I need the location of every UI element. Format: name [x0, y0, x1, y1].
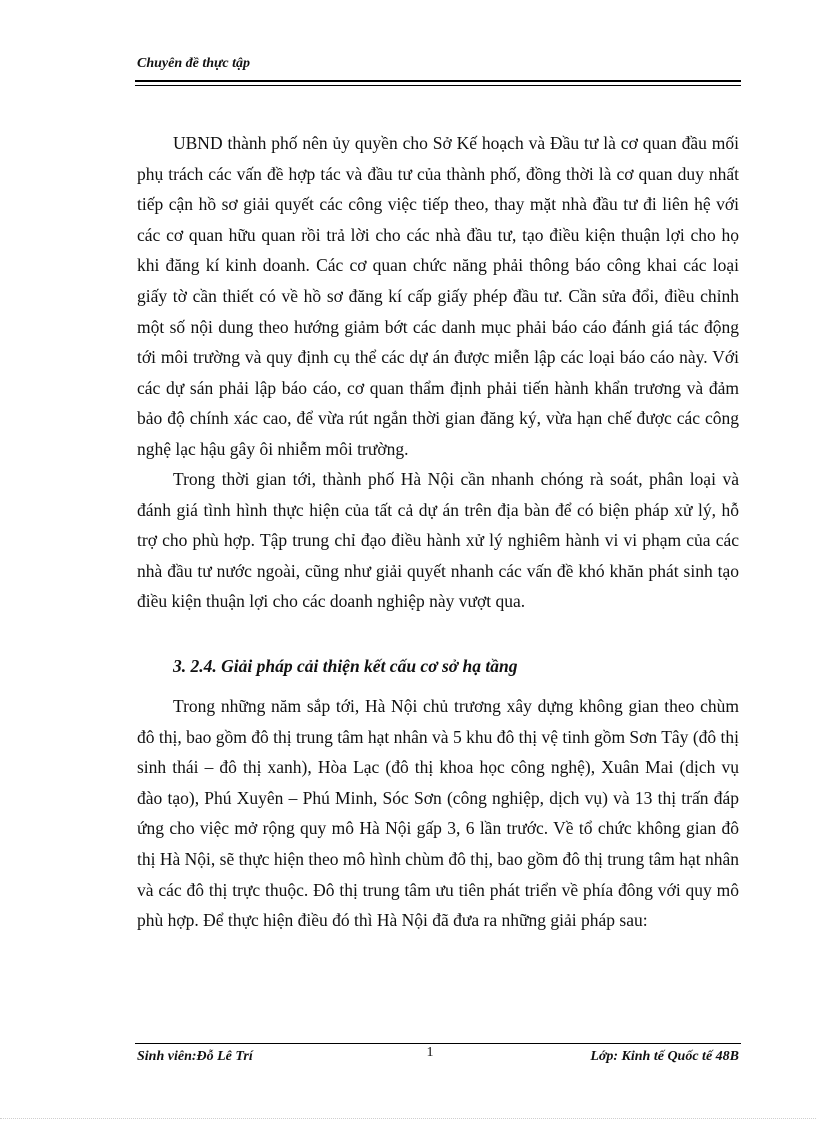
section-heading: 3. 2.4. Giải pháp cải thiện kết cấu cơ sở hạ tầng: [173, 656, 518, 676]
page-number: 1: [426, 1045, 434, 1060]
footer-class-name: Lớp: Kinh tế Quốc tế 48B: [590, 1049, 739, 1064]
page-header: [135, 56, 741, 72]
footer-rule: [135, 1043, 741, 1044]
paragraph-ubnd: UBND thành phố nên ủy quyền cho Sở Kế hoạch và Đầu tư là cơ quan đầu mối phụ trách các vấn đề hợp tác và đầu tư của thành phố, đồng thời là cơ quan duy nhất tiếp cận hồ sơ giải quyết các công việc tiếp theo, thay mặt nhà đầu tư đi liên hệ với các cơ quan hữu quan rồi trả lời cho các nhà đầu tư, tạo điều kiện thuận lợi cho họ khi đăng kí kinh doanh. Các cơ quan chức năng phải thông báo công khai các loại giấy tờ cần thiết có về hồ sơ đăng kí cấp giấy phép đầu tư. Cần sửa đổi, điều chỉnh một số nội dung theo hướng giảm bớt các danh mục phải báo cáo đánh giá tác động tới môi trường và quy định cụ thể các dự án được miễn lập các loại báo cáo này. Với các dự sán phải lập báo cáo, cơ quan thẩm định phải tiến hành khẩn trương và đảm bảo độ chính xác cao, để vừa rút ngắn thời gian đăng ký, vừa hạn chế được các công nghệ lạc hậu gây ôi nhiễm môi trường.: [137, 133, 739, 459]
paragraph-review-projects: Trong thời gian tới, thành phố Hà Nội cần nhanh chóng rà soát, phân loại và đánh giá tình hình thực hiện của tất cả dự án trên địa bàn để có biện pháp xử lý, hỗ trợ cho phù hợp. Tập trung chỉ đạo điều hành xử lý nghiêm hành vi vi phạm của các nhà đầu tư nước ngoài, cũng như giải quyết nhanh các vấn đề khó khăn phát sinh tạo điều kiện thuận lợi cho các doanh nghiệp này vượt qua.: [137, 469, 739, 612]
header-rule: [135, 80, 741, 86]
paragraph-urban-cluster: Trong những năm sắp tới, Hà Nội chủ trương xây dựng không gian theo chùm đô thị, bao gồm đô thị trung tâm hạt nhân và 5 khu đô thị vệ tinh gồm Sơn Tây (đô thị sinh thái – đô thị xanh), Hòa Lạc (đô thị khoa học công nghệ), Xuân Mai (dịch vụ đào tạo), Phú Xuyên – Phú Minh, Sóc Sơn (công nghiệp, dịch vụ) và 13 thị trấn đáp ứng cho việc mở rộng quy mô Hà Nội gấp 3, 6 lần trước. Về tổ chức không gian đô thị Hà Nội, sẽ thực hiện theo mô hình chùm đô thị, bao gồm đô thị trung tâm hạt nhân và các đô thị trực thuộc. Đô thị trung tâm ưu tiên phát triển về phía đông với quy mô phù hợp. Để thực hiện điều đó thì Hà Nội đã đưa ra những giải pháp sau:: [137, 696, 739, 931]
header-title: Chuyên đề thực tập: [137, 56, 251, 71]
page-edge-divider: [0, 1118, 816, 1119]
footer-student-name: Sinh viên:Đỗ Lê Trí: [137, 1049, 253, 1064]
